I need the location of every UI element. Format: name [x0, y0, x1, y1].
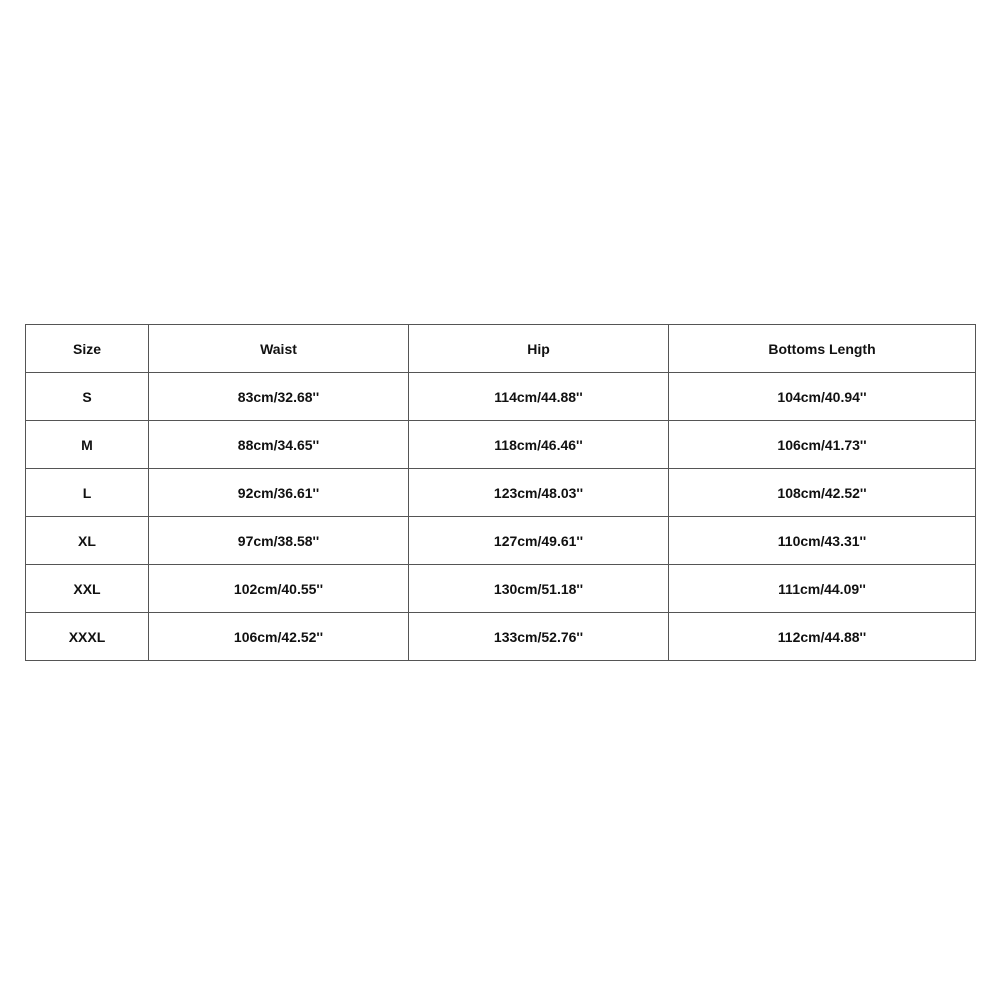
- cell-size: XXL: [26, 565, 149, 613]
- cell-size: XL: [26, 517, 149, 565]
- cell-bottoms-length: 104cm/40.94'': [669, 373, 976, 421]
- cell-size: XXXL: [26, 613, 149, 661]
- header-size: Size: [26, 325, 149, 373]
- header-waist: Waist: [149, 325, 409, 373]
- cell-size: M: [26, 421, 149, 469]
- cell-hip: 123cm/48.03'': [409, 469, 669, 517]
- table-row: [26, 613, 976, 661]
- cell-bottoms-length: 106cm/41.73'': [669, 421, 976, 469]
- cell-waist: 106cm/42.52'': [149, 613, 409, 661]
- cell-size: S: [26, 373, 149, 421]
- cell-bottoms-length: 110cm/43.31'': [669, 517, 976, 565]
- cell-hip: 130cm/51.18'': [409, 565, 669, 613]
- cell-waist: 92cm/36.61'': [149, 469, 409, 517]
- cell-waist: 83cm/32.68'': [149, 373, 409, 421]
- table-row: [26, 421, 976, 469]
- table-row: [26, 517, 976, 565]
- table-row: [26, 469, 976, 517]
- cell-waist: 102cm/40.55'': [149, 565, 409, 613]
- cell-hip: 127cm/49.61'': [409, 517, 669, 565]
- header-hip: Hip: [409, 325, 669, 373]
- cell-hip: 133cm/52.76'': [409, 613, 669, 661]
- cell-bottoms-length: 108cm/42.52'': [669, 469, 976, 517]
- cell-size: L: [26, 469, 149, 517]
- cell-bottoms-length: 111cm/44.09'': [669, 565, 976, 613]
- header-bottoms-length: Bottoms Length: [669, 325, 976, 373]
- cell-hip: 114cm/44.88'': [409, 373, 669, 421]
- table-header-row: [26, 325, 976, 373]
- cell-bottoms-length: 112cm/44.88'': [669, 613, 976, 661]
- cell-waist: 88cm/34.65'': [149, 421, 409, 469]
- cell-hip: 118cm/46.46'': [409, 421, 669, 469]
- table-row: [26, 373, 976, 421]
- table-row: [26, 565, 976, 613]
- size-chart-table: [25, 324, 976, 661]
- cell-waist: 97cm/38.58'': [149, 517, 409, 565]
